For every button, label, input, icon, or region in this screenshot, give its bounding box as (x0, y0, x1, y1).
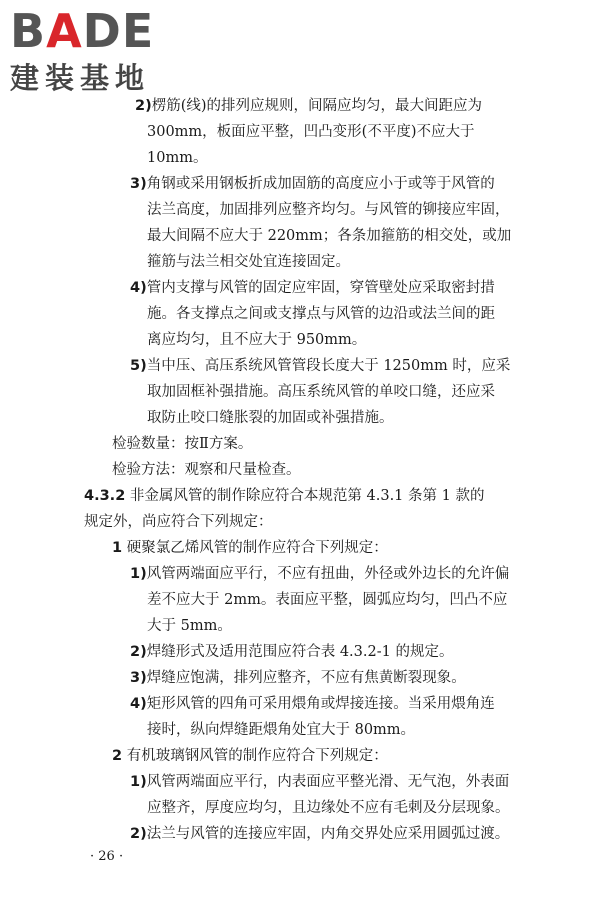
text-line (147, 303, 495, 325)
text-line (147, 329, 366, 351)
text-line (147, 719, 415, 741)
text-line (112, 459, 301, 481)
numbered-line (130, 641, 453, 663)
page-number: · 26 · (90, 849, 124, 864)
line-text: 施。各支撑点之间或支撑点与风管的边沿或法兰间的距 (147, 306, 495, 322)
text-line (147, 615, 232, 637)
numbered-line (112, 537, 388, 559)
line-text: 非金属风管的制作除应符合本规范第 4.3.1 条第 1 款的 (129, 488, 485, 504)
text-line (84, 511, 273, 533)
line-text: 矩形风管的四角可采用煨角或焊接连接。当采用煨角连 (146, 696, 495, 712)
line-text: 检验数量：按Ⅱ方案。 (112, 436, 253, 452)
line-text: 法兰与风管的连接应牢固，内角交界处应采用圆弧过渡。 (146, 826, 510, 842)
line-text: 当中压、高压系统风管管段长度大于 1250mm 时，应采 (146, 358, 511, 374)
logo-accent-letter: A (46, 4, 83, 58)
item-number: 4) (130, 696, 147, 712)
numbered-line (130, 277, 495, 299)
line-text: 取加固框补强措施。高压系统风管的单咬口缝，还应采 (147, 384, 495, 400)
bade-logo (10, 6, 180, 102)
line-text: 焊缝应饱满，排列应整齐，不应有焦黄断裂现象。 (146, 670, 466, 686)
text-line (147, 199, 510, 221)
line-text: 管内支撑与风管的固定应牢固，穿管壁处应采取密封措 (146, 280, 495, 296)
line-text: 应整齐，厚度应均匀，且边缘处不应有毛刺及分层现象。 (147, 800, 510, 816)
numbered-line (130, 823, 509, 845)
numbered-line (130, 693, 495, 715)
text-line (147, 121, 475, 143)
line-text: 楞筋(线)的排列应规则，间隔应均匀，最大间距应为 (151, 98, 483, 114)
item-number: 3) (130, 176, 147, 192)
numbered-line (130, 771, 509, 793)
line-text: 风管两端面应平行，内表面应平整光滑、无气泡，外表面 (146, 774, 510, 790)
item-number: 2 (112, 748, 123, 764)
line-text: 硬聚氯乙烯风管的制作应符合下列规定： (126, 540, 388, 556)
item-number: 3) (130, 670, 147, 686)
numbered-line (130, 667, 466, 689)
numbered-line (130, 563, 509, 585)
text-line (147, 251, 350, 273)
line-text: 焊缝形式及适用范围应符合表 4.3.2-1 的规定。 (146, 644, 454, 660)
line-text: 法兰高度，加固排列应整齐均匀。与风管的铆接应牢固， (147, 202, 510, 218)
logo-wordmark: BADE (10, 4, 155, 58)
line-text: 规定外，尚应符合下列规定： (84, 514, 273, 530)
text-line (147, 147, 207, 169)
numbered-line (130, 355, 510, 377)
line-text: 离应均匀，且不应大于 950mm。 (147, 332, 367, 348)
line-text: 有机玻璃钢风管的制作应符合下列规定： (126, 748, 388, 764)
item-number: 2) (130, 644, 147, 660)
item-number: 5) (130, 358, 147, 374)
text-line (147, 225, 511, 247)
text-line (147, 407, 394, 429)
item-number: 1) (130, 566, 147, 582)
line-text: 取防止咬口缝胀裂的加固或补强措施。 (147, 410, 394, 426)
line-text: 最大间隔不应大于 220mm；各条加箍筋的相交处，或加 (147, 228, 512, 244)
line-text: 角钢或采用钢板折成加固筋的高度应小于或等于风管的 (146, 176, 495, 192)
logo-subtitle: 建装基地 (10, 61, 151, 95)
line-text: 箍筋与法兰相交处宜连接固定。 (147, 254, 350, 270)
item-number: 2) (135, 98, 152, 114)
line-text: 风管两端面应平行，不应有扭曲，外径或外边长的允许偏 (146, 566, 510, 582)
text-line (147, 589, 507, 611)
text-line (147, 797, 510, 819)
numbered-line (84, 485, 484, 507)
line-text: 300mm，板面应平整，凹凸变形(不平度)不应大于 (147, 124, 475, 140)
text-line (147, 381, 495, 403)
line-text: 检验方法：观察和尺量检查。 (112, 462, 301, 478)
line-text: 10mm。 (147, 150, 208, 166)
line-text: 差不应大于 2mm。表面应平整，圆弧应均匀，凹凸不应 (147, 592, 508, 608)
line-text: 接时，纵向焊缝距煨角处宜大于 80mm。 (147, 722, 416, 738)
item-number: 4.3.2 (84, 488, 126, 504)
line-text: 大于 5mm。 (147, 618, 232, 634)
item-number: 2) (130, 826, 147, 842)
numbered-line (112, 745, 388, 767)
item-number: 4) (130, 280, 147, 296)
item-number: 1 (112, 540, 123, 556)
numbered-line (135, 95, 482, 117)
numbered-line (130, 173, 495, 195)
text-line (112, 433, 252, 455)
item-number: 1) (130, 774, 147, 790)
